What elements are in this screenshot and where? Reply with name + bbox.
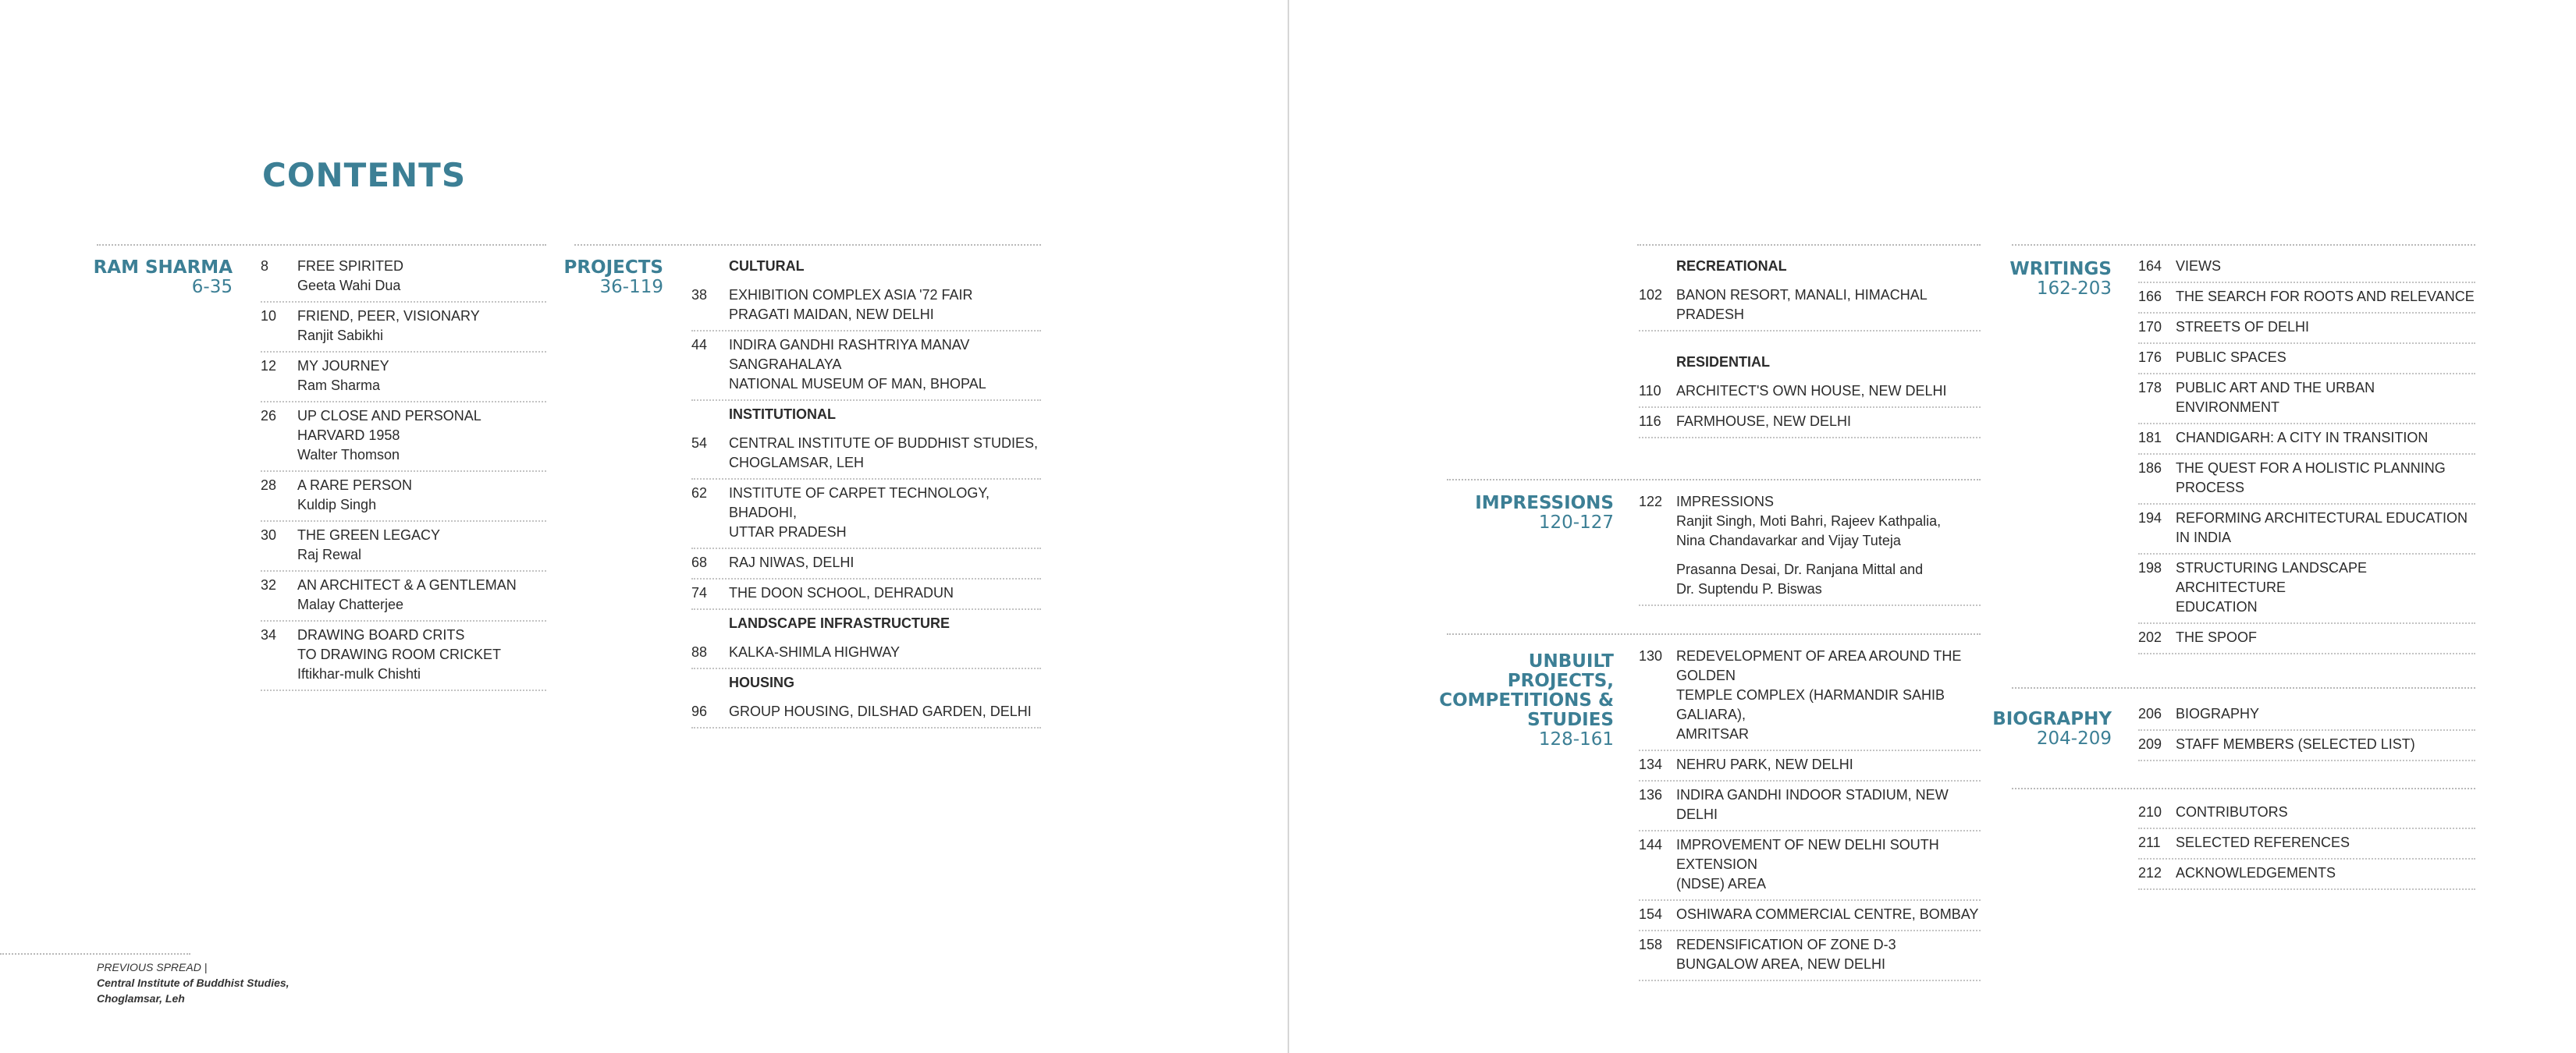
entry-text [1676, 560, 1981, 599]
entry-text [729, 405, 1041, 424]
section-title: PROJECTS [563, 257, 663, 278]
toc-entry [1639, 901, 1981, 931]
toc-biography [2138, 700, 2475, 761]
toc-entry [1639, 751, 1981, 782]
caption-label: PREVIOUS SPREAD | [97, 961, 208, 973]
entry-line: IN INDIA [2176, 530, 2232, 545]
section-title: RAM SHARMA [93, 257, 233, 278]
page-number: 88 [691, 644, 708, 660]
section-ram-sharma [78, 258, 233, 297]
rule-projects-top [574, 244, 1041, 246]
entry-line: STREETS OF DELHI [2176, 319, 2310, 335]
toc-entry [691, 430, 1041, 480]
entry-line: PUBLIC SPACES [2176, 349, 2286, 365]
entry-text [729, 484, 1041, 542]
section-unbuilt [1427, 652, 1614, 750]
entry-line: REDENSIFICATION OF ZONE D-3 [1676, 937, 1896, 952]
entry-line: Geeta Wahi Dua [297, 278, 401, 293]
entry-text [1676, 257, 1981, 276]
entry-line: AN ARCHITECT & A GENTLEMAN [297, 577, 517, 593]
entry-line: CULTURAL [729, 258, 805, 274]
entry-line: OSHIWARA COMMERCIAL CENTRE, BOMBAY [1676, 906, 1979, 922]
entry-text [297, 307, 546, 346]
entry-text [729, 257, 1041, 276]
toc-entry [261, 472, 546, 522]
page-number: 158 [1639, 937, 1663, 952]
entry-line: BIOGRAPHY [2176, 706, 2260, 722]
section-biography [1988, 710, 2112, 749]
entry-text [1676, 835, 1981, 894]
page-number: 122 [1639, 494, 1663, 509]
entry-text [297, 476, 546, 515]
photo-caption [97, 959, 290, 1006]
entry-line: DRAWING BOARD CRITS [297, 627, 465, 643]
entry-text [1676, 905, 1981, 924]
toc-impressions [1639, 488, 1981, 606]
page-number: 176 [2138, 349, 2162, 365]
entry-line: ARCHITECT'S OWN HOUSE, NEW DELHI [1676, 383, 1947, 399]
entry-line: REFORMING ARCHITECTURAL EDUCATION [2176, 510, 2468, 526]
rule-projects-cont-top [1637, 244, 1981, 246]
entry-text [729, 434, 1041, 473]
section-title: WRITINGS [2009, 259, 2112, 279]
entry-text [1676, 381, 1981, 401]
entry-line: PRAGATI MAIDAN, NEW DELHI [729, 307, 934, 322]
toc-entry [2138, 555, 2475, 624]
entry-line: LANDSCAPE INFRASTRUCTURE [729, 615, 950, 631]
entry-line: TO DRAWING ROOM CRICKET [297, 647, 501, 662]
page-number [691, 673, 729, 693]
entry-line: SELECTED REFERENCES [2176, 835, 2350, 850]
page-number [691, 614, 729, 633]
toc-entry [2138, 731, 2475, 761]
toc-entry [2138, 314, 2475, 344]
toc-entry [1639, 782, 1981, 831]
entry-line: (NDSE) AREA [1676, 876, 1767, 892]
page-number: 96 [691, 704, 708, 719]
entry-line: INDIRA GANDHI RASHTRIYA MANAV SANGRAHALAYA [729, 337, 970, 372]
entry-line: Kuldip Singh [297, 497, 377, 512]
entry-line: Nina Chandavarkar and Vijay Tuteja [1676, 533, 1901, 548]
entry-text [729, 285, 1041, 324]
page-number: 30 [261, 527, 277, 543]
caption-rule [0, 953, 190, 955]
rule-ram-sharma-top [97, 244, 546, 246]
toc-entry [261, 572, 546, 622]
entry-line: IMPRESSIONS [1676, 494, 1775, 509]
entry-text [2176, 459, 2475, 498]
entry-line: RECREATIONAL [1676, 258, 1787, 274]
page-number: 130 [1639, 648, 1663, 664]
toc-entry [1639, 831, 1981, 901]
entry-text [297, 356, 546, 395]
entry-text [2176, 558, 2475, 617]
page-number [1639, 257, 1676, 276]
page-number: 34 [261, 627, 277, 643]
entry-line: IMPROVEMENT OF NEW DELHI SOUTH EXTENSION [1676, 837, 1939, 872]
page-number: 136 [1639, 787, 1663, 803]
toc-entry [2138, 799, 2475, 829]
toc-projects [691, 253, 1041, 729]
toc-entry [2138, 344, 2475, 374]
toc-entry [2138, 860, 2475, 890]
toc-entry [691, 639, 1041, 669]
rule-impressions-top [1447, 479, 1981, 480]
toc-entry [2138, 424, 2475, 455]
entry-text [729, 553, 1041, 573]
entry-line: UTTAR PRADESH [729, 524, 847, 540]
section-projects [538, 258, 663, 297]
entry-text [729, 643, 1041, 662]
page-number: 178 [2138, 380, 2162, 395]
page-number: 116 [1639, 413, 1661, 429]
page-number: 154 [1639, 906, 1663, 922]
entry-line: Dr. Suptendu P. Biswas [1676, 581, 1822, 597]
entry-line: INSTITUTIONAL [729, 406, 836, 422]
toc-subheading [691, 401, 1041, 430]
page-number: 170 [2138, 319, 2162, 335]
entry-line: Ranjit Singh, Moti Bahri, Rajeev Kathpalia, [1676, 513, 1942, 529]
toc-entry [691, 282, 1041, 332]
entry-line: VIEWS [2176, 258, 2222, 274]
page-number: 210 [2138, 804, 2162, 820]
entry-line: THE GREEN LEGACY [297, 527, 441, 543]
rule-writings-top [2012, 244, 2475, 246]
entry-text [2176, 704, 2475, 724]
toc-entry [261, 522, 546, 572]
toc-entry [2138, 505, 2475, 555]
page-number: 209 [2138, 736, 2162, 752]
page-number: 166 [2138, 289, 2162, 304]
page-number: 44 [691, 337, 708, 353]
page-number: 206 [2138, 706, 2162, 722]
toc-subheading [691, 669, 1041, 698]
entry-line: CONTRIBUTORS [2176, 804, 2288, 820]
toc-ram-sharma [261, 253, 546, 691]
entry-text [2176, 863, 2475, 883]
entry-line: A RARE PERSON [297, 477, 413, 493]
caption-line: Choglamsar, Leh [97, 992, 185, 1005]
entry-text [1676, 785, 1981, 824]
entry-line: Walter Thomson [297, 447, 400, 463]
entry-line: FREE SPIRITED [297, 258, 404, 274]
entry-line: STAFF MEMBERS (SELECTED LIST) [2176, 736, 2415, 752]
toc-entry [261, 253, 546, 303]
page-number: 10 [261, 308, 277, 324]
entry-line: KALKA-SHIMLA HIGHWAY [729, 644, 901, 660]
toc-entry [1639, 488, 1981, 556]
toc-entry [2138, 374, 2475, 424]
page-number: 144 [1639, 837, 1663, 853]
entry-text [2176, 628, 2475, 647]
entry-text [729, 614, 1041, 633]
page-number [691, 405, 729, 424]
toc-entry [1639, 556, 1981, 606]
page-number: 74 [691, 585, 708, 601]
entry-text [729, 335, 1041, 394]
entry-line: EDUCATION [2176, 599, 2258, 615]
entry-text [297, 526, 546, 565]
entry-line: Iftikhar-mulk Chishti [297, 666, 421, 682]
page-number: 68 [691, 555, 708, 570]
entry-line: Malay Chatterjee [297, 597, 404, 612]
entry-line: UP CLOSE AND PERSONAL [297, 408, 481, 424]
entry-line: TEMPLE COMPLEX (HARMANDIR SAHIB GALIARA), [1676, 687, 1945, 722]
toc-entry [691, 698, 1041, 729]
entry-line: Prasanna Desai, Dr. Ranjana Mittal and [1676, 562, 1924, 577]
section-range: 6-35 [191, 277, 233, 297]
entry-text [2176, 509, 2475, 548]
page-number: 212 [2138, 865, 2162, 881]
entry-line: CHANDIGARH: A CITY IN TRANSITION [2176, 430, 2429, 445]
entry-line: AMRITSAR [1676, 726, 1750, 742]
entry-line: GROUP HOUSING, DILSHAD GARDEN, DELHI [729, 704, 1032, 719]
page-number: 26 [261, 408, 277, 424]
entry-line: BANON RESORT, MANALI, HIMACHAL PRADESH [1676, 287, 1928, 322]
page-number: 32 [261, 577, 277, 593]
page-number: 181 [2138, 430, 2162, 445]
entry-line: Ranjit Sabikhi [297, 328, 384, 343]
section-title: IMPRESSIONS [1475, 493, 1614, 513]
page-number: 194 [2138, 510, 2162, 526]
entry-text [1676, 647, 1981, 744]
page-number: 102 [1639, 287, 1663, 303]
section-impressions [1458, 494, 1614, 533]
entry-text [297, 406, 546, 465]
rule-biography-top [2012, 687, 2475, 689]
entry-text [1676, 353, 1981, 372]
toc-entry [261, 402, 546, 472]
entry-text [729, 702, 1041, 722]
page-number: 198 [2138, 560, 2162, 576]
entry-line: CHOGLAMSAR, LEH [729, 455, 865, 470]
rule-unbuilt-top [1447, 633, 1981, 635]
entry-line: EXHIBITION COMPLEX ASIA '72 FAIR [729, 287, 973, 303]
toc-entry [691, 549, 1041, 580]
toc-entry [2138, 455, 2475, 505]
page-number: 211 [2138, 835, 2161, 850]
page-number [691, 257, 729, 276]
toc-entry [2138, 829, 2475, 860]
entry-line: PUBLIC ART AND THE URBAN ENVIRONMENT [2176, 380, 2375, 415]
entry-line: INSTITUTE OF CARPET TECHNOLOGY, BHADOHI, [729, 485, 990, 520]
entry-text [1676, 285, 1981, 324]
page-number: 62 [691, 485, 708, 501]
entry-text [2176, 735, 2475, 754]
toc-entry [1639, 282, 1981, 332]
section-range: 120-127 [1538, 512, 1614, 533]
entry-text [2176, 257, 2475, 276]
toc-entry [2138, 253, 2475, 283]
entry-line: Raj Rewal [297, 547, 362, 562]
toc-entry [2138, 283, 2475, 314]
page-number [1639, 560, 1676, 599]
entry-line: FARMHOUSE, NEW DELHI [1676, 413, 1852, 429]
entry-text [1676, 755, 1981, 775]
page-number: 54 [691, 435, 708, 451]
entry-text [1676, 412, 1981, 431]
page-number: 202 [2138, 629, 2162, 645]
toc-writings [2138, 253, 2475, 654]
entry-text [297, 257, 546, 296]
toc-entry [1639, 378, 1981, 408]
toc-subheading [691, 610, 1041, 639]
section-writings [1988, 260, 2112, 299]
toc-entry [1639, 643, 1981, 751]
entry-line: NATIONAL MUSEUM OF MAN, BHOPAL [729, 376, 986, 392]
section-range: 204-209 [2036, 729, 2112, 749]
entry-line: Ram Sharma [297, 378, 381, 393]
entry-text [2176, 317, 2475, 337]
entry-line: NEHRU PARK, NEW DELHI [1676, 757, 1853, 772]
entry-line: FRIEND, PEER, VISIONARY [297, 308, 480, 324]
entry-line: HARVARD 1958 [297, 427, 400, 443]
page-number: 110 [1639, 383, 1661, 399]
entry-text [2176, 428, 2475, 448]
entry-line: RESIDENTIAL [1676, 354, 1771, 370]
page-number: 12 [261, 358, 277, 374]
entry-text [729, 673, 1041, 693]
entry-text [297, 576, 546, 615]
entry-line: ACKNOWLEDGEMENTS [2176, 865, 2336, 881]
section-title: UNBUILT PROJECTS, COMPETITIONS & STUDIES [1439, 651, 1614, 730]
entry-line: MY JOURNEY [297, 358, 389, 374]
toc-projects-continued [1639, 253, 1981, 438]
toc-entry [691, 332, 1041, 401]
entry-line: RAJ NIWAS, DELHI [729, 555, 855, 570]
entry-text [297, 626, 546, 684]
entry-text [2176, 348, 2475, 367]
page-gutter [1288, 0, 1289, 1053]
entry-text [729, 583, 1041, 603]
toc-subheading [1639, 349, 1981, 378]
entry-line: STRUCTURING LANDSCAPE ARCHITECTURE [2176, 560, 2368, 595]
entry-line: INDIRA GANDHI INDOOR STADIUM, NEW DELHI [1676, 787, 1949, 822]
section-title: BIOGRAPHY [1992, 709, 2112, 729]
page-number: 186 [2138, 460, 2162, 476]
section-range: 36-119 [599, 277, 663, 297]
entry-line: THE QUEST FOR A HOLISTIC PLANNING PROCESS [2176, 460, 2446, 495]
toc-entry [1639, 408, 1981, 438]
page-title: CONTENTS [262, 156, 467, 194]
page-number: 38 [691, 287, 708, 303]
toc-subheading [691, 253, 1041, 282]
entry-line: THE DOON SCHOOL, DEHRADUN [729, 585, 954, 601]
toc-entry [691, 480, 1041, 549]
toc-entry [261, 353, 546, 402]
toc-entry [261, 622, 546, 691]
toc-unbuilt [1639, 643, 1981, 981]
entry-text [2176, 287, 2475, 307]
page-number [1639, 353, 1676, 372]
toc-backmatter [2138, 799, 2475, 890]
section-range: 128-161 [1538, 729, 1614, 750]
toc-entry [2138, 624, 2475, 654]
caption-line: Central Institute of Buddhist Studies, [97, 977, 290, 989]
entry-line: CENTRAL INSTITUTE OF BUDDHIST STUDIES, [729, 435, 1039, 451]
entry-text [2176, 833, 2475, 853]
entry-text [1676, 492, 1981, 551]
page-number: 134 [1639, 757, 1663, 772]
entry-text [2176, 803, 2475, 822]
toc-entry [2138, 700, 2475, 731]
page-number: 164 [2138, 258, 2162, 274]
toc-entry [691, 580, 1041, 610]
toc-entry [261, 303, 546, 353]
page-number: 28 [261, 477, 277, 493]
section-range: 162-203 [2036, 278, 2112, 299]
entry-line: HOUSING [729, 675, 795, 690]
toc-entry [1639, 931, 1981, 981]
entry-text [1676, 935, 1981, 974]
entry-text [2176, 378, 2475, 417]
entry-line: THE SPOOF [2176, 629, 2258, 645]
toc-subheading [1639, 253, 1981, 282]
entry-line: REDEVELOPMENT OF AREA AROUND THE GOLDEN [1676, 648, 1962, 683]
entry-line: THE SEARCH FOR ROOTS AND RELEVANCE [2176, 289, 2475, 304]
entry-line: BUNGALOW AREA, NEW DELHI [1676, 956, 1886, 972]
rule-backmatter-top [2012, 788, 2475, 789]
page-number: 8 [261, 258, 269, 274]
